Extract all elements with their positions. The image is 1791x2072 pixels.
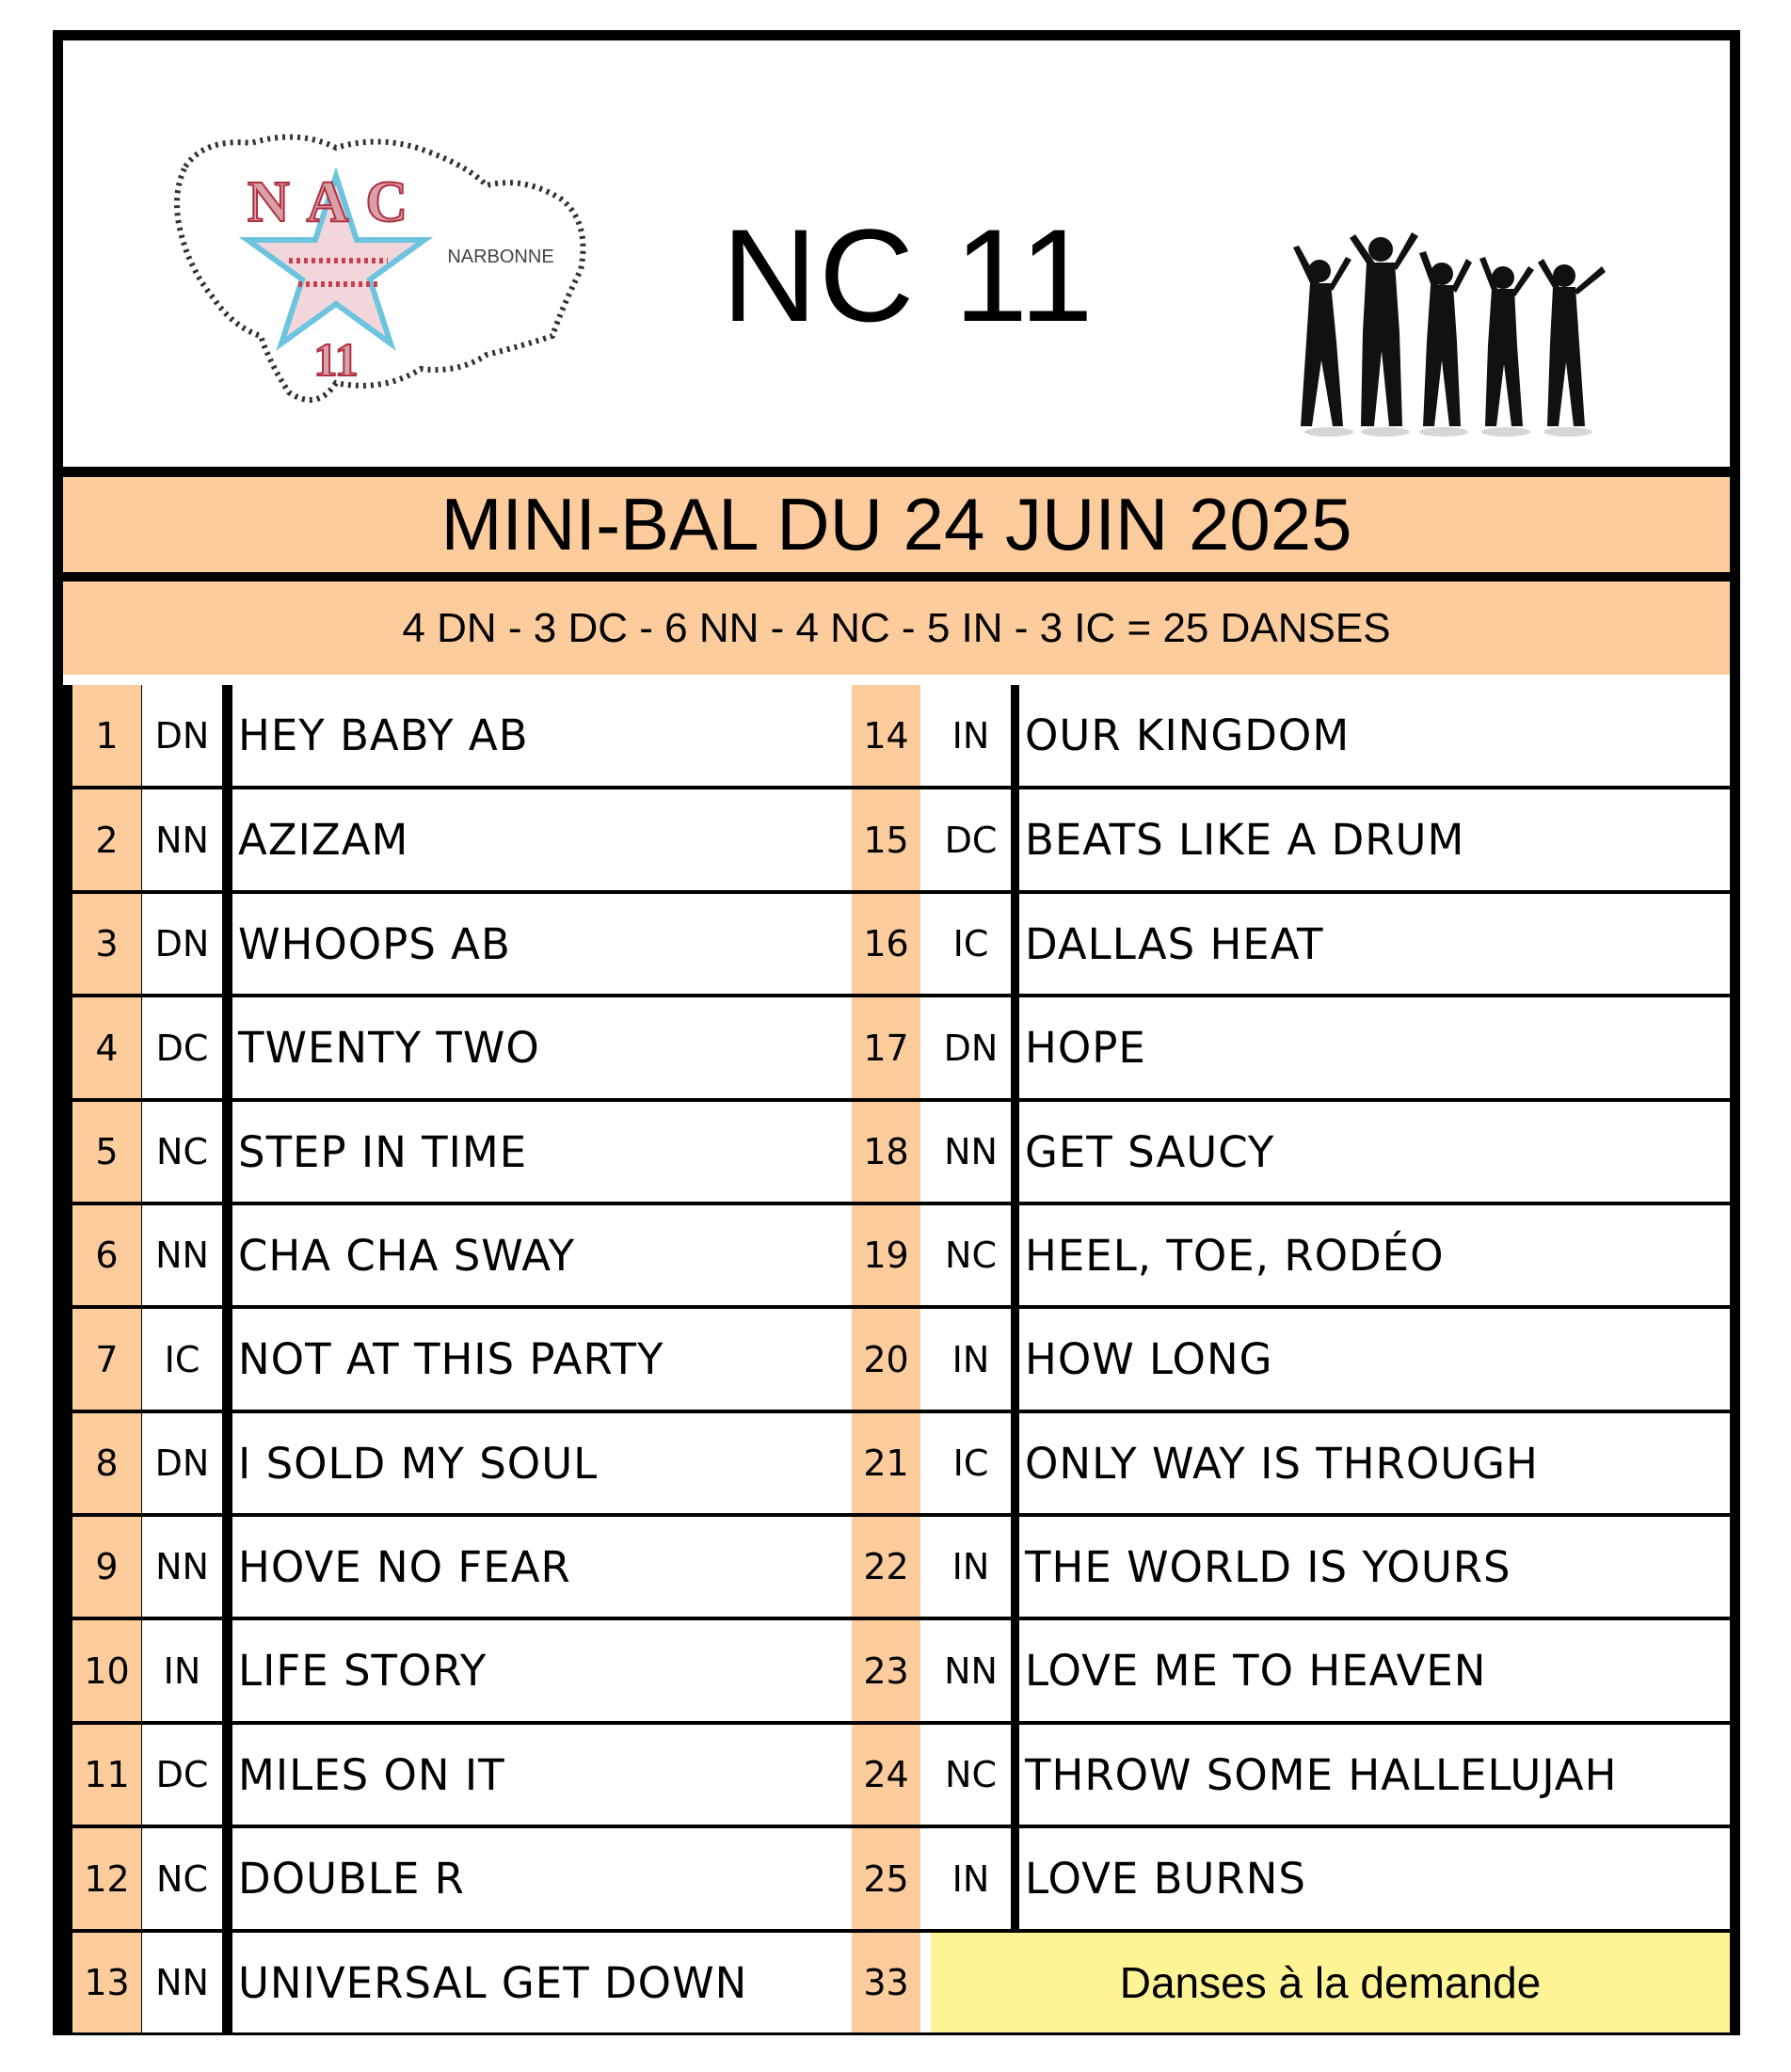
dance-name: OUR KINGDOM [1019, 685, 1730, 786]
dance-level-code: IN [931, 1517, 1011, 1617]
dance-name: CHA CHA SWAY [232, 1205, 995, 1305]
dance-name: LOVE ME TO HEAVEN [1019, 1620, 1730, 1721]
logo-number: 11 [313, 333, 359, 386]
dance-program-sheet [53, 30, 1740, 2035]
dance-level-code: DC [931, 789, 1011, 890]
dance-name: HOW LONG [1019, 1309, 1730, 1410]
dance-level-code: DN [142, 685, 222, 786]
dance-level-code: NC [931, 1725, 1011, 1825]
dance-number: 11 [72, 1725, 141, 1825]
dance-name: AZIZAM [232, 789, 995, 890]
header [63, 40, 1730, 477]
dance-name: BEATS LIKE A DRUM [1019, 789, 1730, 890]
dance-name: ONLY WAY IS THROUGH [1019, 1413, 1730, 1513]
dance-number: 5 [72, 1102, 141, 1202]
dance-number: 16 [852, 894, 920, 994]
dance-level-code: NC [142, 1828, 222, 1929]
dance-level-code: NN [142, 1517, 222, 1617]
dance-level-code: IC [931, 894, 1011, 994]
dance-table [63, 685, 1730, 2035]
dance-number: 12 [72, 1828, 141, 1929]
on-demand-dances: Danses à la demande [931, 1933, 1730, 2032]
dance-level-code: DC [142, 997, 222, 1098]
club-title: NC 11 [722, 201, 1095, 349]
dance-number: 13 [72, 1933, 141, 2032]
dance-name: HEEL, TOE, RODÉO [1019, 1205, 1730, 1305]
dance-number: 19 [852, 1205, 920, 1305]
dance-number: 14 [852, 685, 920, 786]
dance-level-code: NC [142, 1102, 222, 1202]
dance-level-code: IN [142, 1620, 222, 1721]
dance-name: DOUBLE R [232, 1828, 995, 1929]
dance-number: 21 [852, 1413, 920, 1513]
dance-name: NOT AT THIS PARTY [232, 1309, 995, 1410]
dance-level-code: IN [931, 1828, 1011, 1929]
dance-name: TWENTY TWO [232, 997, 995, 1098]
dance-number: 7 [72, 1309, 141, 1410]
dance-level-code: IN [931, 1309, 1011, 1410]
dance-level-code: NN [931, 1102, 1011, 1202]
dance-level-code: NN [142, 1933, 222, 2032]
title-band [63, 477, 1730, 651]
dance-name: WHOOPS AB [232, 894, 995, 994]
dance-level-code: DC [142, 1725, 222, 1825]
dance-name: GET SAUCY [1019, 1102, 1730, 1202]
dance-level-code: DN [142, 1413, 222, 1513]
dance-level-code: IN [931, 685, 1011, 786]
dance-number: 15 [852, 789, 920, 890]
dance-number: 24 [852, 1725, 920, 1825]
dance-name: UNIVERSAL GET DOWN [232, 1933, 995, 2032]
dance-level-code: NN [142, 1205, 222, 1305]
dance-name: HEY BABY AB [232, 685, 995, 786]
dance-name: DALLAS HEAT [1019, 894, 1730, 994]
dance-number: 8 [72, 1413, 141, 1513]
dance-name: LIFE STORY [232, 1620, 995, 1721]
dance-number: 2 [72, 789, 141, 890]
dance-level-code: IC [931, 1413, 1011, 1513]
dance-level-code: NN [142, 789, 222, 890]
dance-number: 22 [852, 1517, 920, 1617]
dance-name: STEP IN TIME [232, 1102, 995, 1202]
dance-name: LOVE BURNS [1019, 1828, 1730, 1929]
dance-number: 3 [72, 894, 141, 994]
dance-number: 23 [852, 1620, 920, 1721]
dance-number: 25 [852, 1828, 920, 1929]
dance-summary: 4 DN - 3 DC - 6 NN - 4 NC - 5 IN - 3 IC = 25 DANSES [63, 582, 1730, 675]
dance-level-code: DN [142, 894, 222, 994]
dance-level-code: IC [142, 1309, 222, 1410]
divider [63, 572, 1730, 582]
dance-number: 33 [852, 1933, 920, 2032]
dance-name: HOVE NO FEAR [232, 1517, 995, 1617]
dance-name: MILES ON IT [232, 1725, 995, 1825]
dance-number: 10 [72, 1620, 141, 1721]
dance-number: 4 [72, 997, 141, 1098]
dance-name: I SOLD MY SOUL [232, 1413, 995, 1513]
event-title: MINI-BAL DU 24 JUIN 2025 [63, 477, 1730, 572]
logo-letters: NAC [247, 170, 425, 234]
dance-number: 6 [72, 1205, 141, 1305]
dance-name: HOPE [1019, 997, 1730, 1098]
dancers-silhouette-icon [1291, 229, 1611, 445]
dance-level-code: NC [931, 1205, 1011, 1305]
dance-number: 18 [852, 1102, 920, 1202]
club-logo [148, 110, 637, 430]
logo-city: NARBONNE [447, 247, 554, 267]
dance-level-code: DN [931, 997, 1011, 1098]
dance-number: 20 [852, 1309, 920, 1410]
dance-number: 1 [72, 685, 141, 786]
dance-name: THROW SOME HALLELUJAH [1019, 1725, 1730, 1825]
dance-number: 17 [852, 997, 920, 1098]
dance-level-code: NN [931, 1620, 1011, 1721]
dance-name: THE WORLD IS YOURS [1019, 1517, 1730, 1617]
dance-number: 9 [72, 1517, 141, 1617]
